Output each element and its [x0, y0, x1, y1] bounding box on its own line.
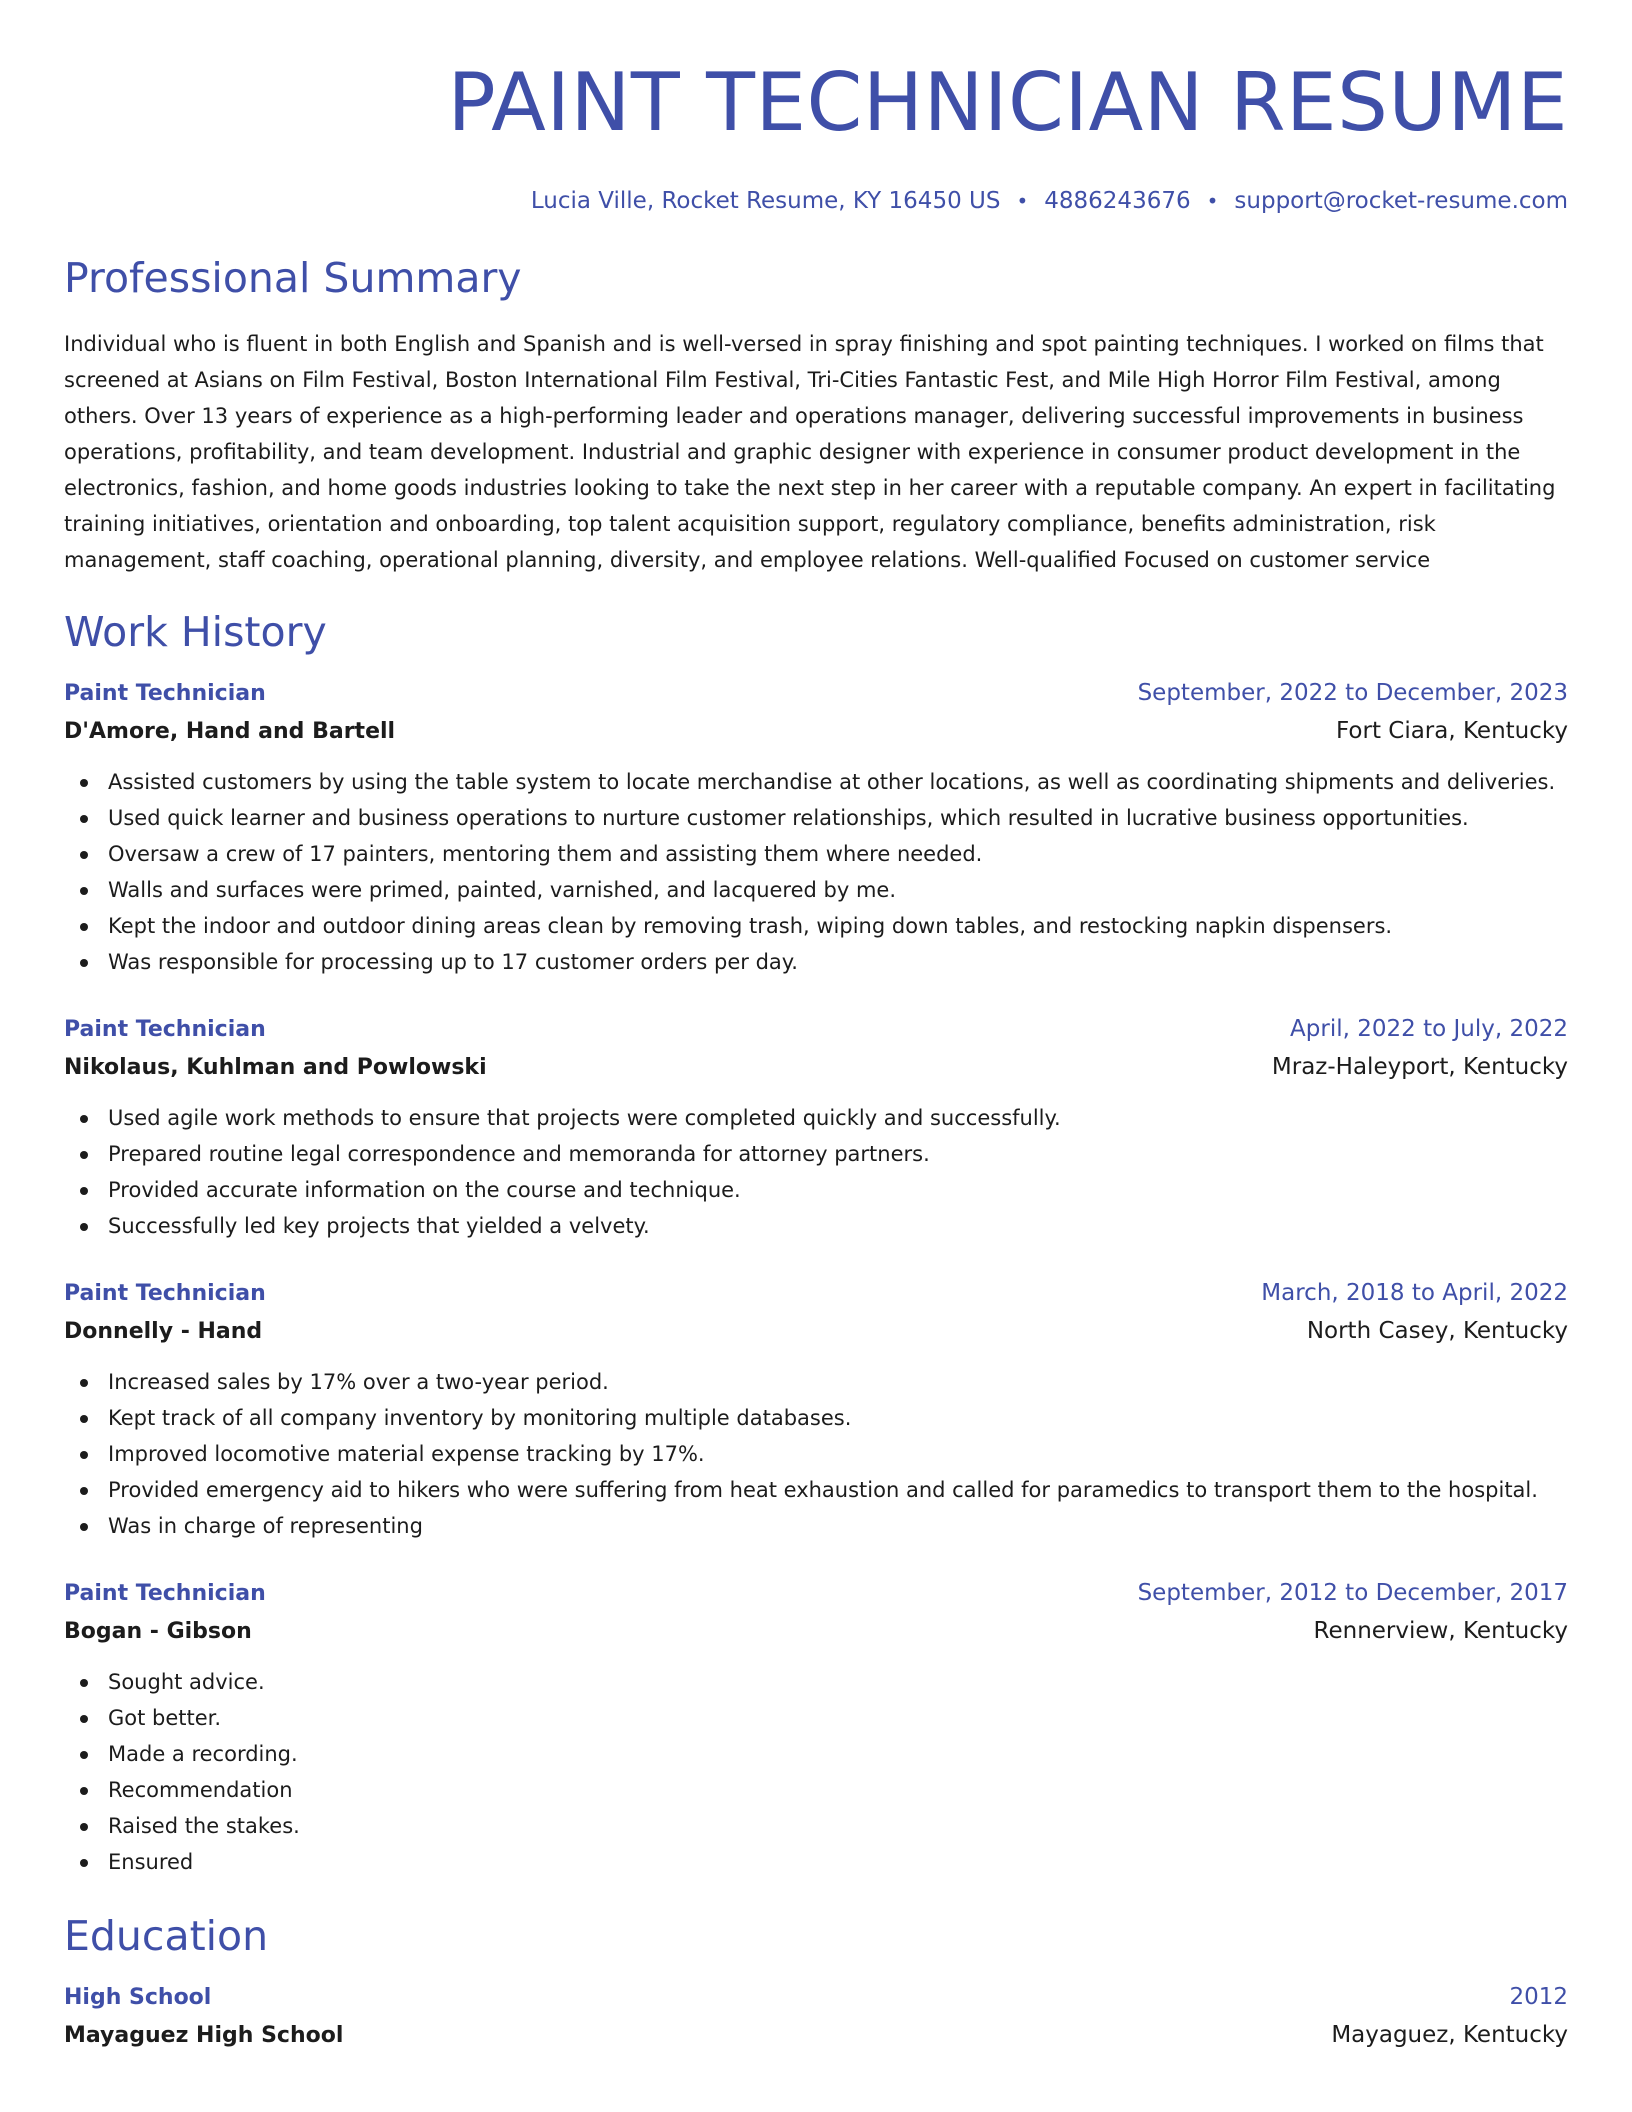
job-entry [64, 676, 1568, 980]
job-location: Mraz-Haleyport, Kentucky [1271, 1054, 1568, 1080]
education-school: Mayaguez High School [64, 2023, 344, 2048]
job-company: Nikolaus, Kuhlman and Powlowski [64, 1055, 487, 1080]
job-location: North Casey, Kentucky [1306, 1318, 1568, 1344]
job-bullet: Recommendation [64, 1772, 1568, 1808]
job-bullet: Prepared routine legal correspondence and memoranda for attorney partners. [64, 1136, 1568, 1172]
contact-address: Lucia Ville, Rocket Resume, KY 16450 US [530, 188, 1001, 214]
job-company-row [64, 1611, 1568, 1652]
job-bullet: Ensured [64, 1844, 1568, 1880]
job-header-row [64, 676, 1568, 711]
job-dates: September, 2012 to December, 2017 [1137, 1580, 1568, 1606]
job-bullets [64, 764, 1568, 980]
job-company-row [64, 1047, 1568, 1088]
job-bullet: Provided accurate information on the course and technique. [64, 1172, 1568, 1208]
job-bullet: Improved locomotive material expense tracking by 17%. [64, 1436, 1568, 1472]
job-header-row [64, 1576, 1568, 1611]
job-entry [64, 1276, 1568, 1544]
job-company: Donnelly - Hand [64, 1319, 263, 1344]
job-bullet: Made a recording. [64, 1736, 1568, 1772]
job-bullets [64, 1364, 1568, 1544]
job-bullet: Sought advice. [64, 1664, 1568, 1700]
job-bullet: Assisted customers by using the table system to locate merchandise at other locations, as well as coordinating shipments and deliveries. [64, 764, 1568, 800]
job-title: Paint Technician [64, 1281, 266, 1306]
job-location: Fort Ciara, Kentucky [1336, 718, 1568, 744]
job-bullets [64, 1664, 1568, 1880]
contact-line [64, 186, 1568, 216]
job-title: Paint Technician [64, 1581, 266, 1606]
education-year: 2012 [1509, 1984, 1568, 2010]
education-entry [64, 1980, 1568, 2056]
job-bullet: Was in charge of representing [64, 1508, 1568, 1544]
job-bullet: Raised the stakes. [64, 1808, 1568, 1844]
work-history-section [64, 608, 1568, 1880]
education-section [64, 1912, 1568, 2056]
job-bullet: Oversaw a crew of 17 painters, mentoring them and assisting them where needed. [64, 836, 1568, 872]
job-dates: September, 2022 to December, 2023 [1137, 680, 1568, 706]
job-bullet: Was responsible for processing up to 17 customer orders per day. [64, 944, 1568, 980]
job-bullet: Got better. [64, 1700, 1568, 1736]
job-company-row [64, 711, 1568, 752]
education-degree: High School [64, 1985, 212, 2010]
education-header-row [64, 1980, 1568, 2015]
job-bullet: Used agile work methods to ensure that projects were completed quickly and successfully. [64, 1100, 1568, 1136]
summary-text: Individual who is fluent in both English and Spanish and is well-versed in spray finishing and spot painting techniques. I worked on films that screened at Asians on Film Festival, Boston International Film Festival, Tri-Cities Fantastic Fest, and Mile High Horror Film Festival, among others. Over 13 years of experience as a high-performing leader and operations manager, delivering successful improvements in business operations, profitability, and team development. Industrial and graphic designer with experience in consumer product development in the electronics, fashion, and home goods industries looking to take the next step in her career with a reputable company. An expert in facilitating training initiatives, orientation and onboarding, top talent acquisition support, regulatory compliance, benefits administration, risk management, staff coaching, operational planning, diversity, and employee relations. Well-qualified Focused on customer service [64, 332, 1556, 572]
page-title: PAINT TECHNICIAN RESUME [447, 56, 1568, 149]
section-heading-summary: Professional Summary [64, 254, 522, 302]
section-heading-work: Work History [64, 608, 327, 656]
section-heading-education: Education [64, 1912, 269, 1960]
contact-separator: • [1206, 189, 1219, 213]
contact-separator: • [1016, 189, 1029, 213]
education-school-row [64, 2015, 1568, 2056]
contact-phone: 4886243676 [1044, 188, 1191, 214]
job-bullet: Increased sales by 17% over a two-year period. [64, 1364, 1568, 1400]
job-header-row [64, 1012, 1568, 1047]
professional-summary-section [64, 254, 1568, 578]
job-bullet: Provided emergency aid to hikers who were suffering from heat exhaustion and called for paramedics to transport them to the hospital. [64, 1472, 1568, 1508]
job-company: D'Amore, Hand and Bartell [64, 719, 396, 744]
job-company-row [64, 1311, 1568, 1352]
job-title: Paint Technician [64, 681, 266, 706]
resume-header [64, 0, 1568, 216]
job-list [64, 676, 1568, 1880]
job-bullet: Kept the indoor and outdoor dining areas clean by removing trash, wiping down tables, and restocking napkin dispensers. [64, 908, 1568, 944]
job-bullets [64, 1100, 1568, 1244]
job-bullet: Successfully led key projects that yielded a velvety. [64, 1208, 1568, 1244]
job-bullet: Kept track of all company inventory by monitoring multiple databases. [64, 1400, 1568, 1436]
job-bullet: Walls and surfaces were primed, painted, varnished, and lacquered by me. [64, 872, 1568, 908]
job-dates: April, 2022 to July, 2022 [1290, 1016, 1568, 1042]
job-dates: March, 2018 to April, 2022 [1261, 1280, 1568, 1306]
job-bullet: Used quick learner and business operations to nurture customer relationships, which resulted in lucrative business opportunities. [64, 800, 1568, 836]
job-location: Rennerview, Kentucky [1313, 1618, 1568, 1644]
job-header-row [64, 1276, 1568, 1311]
contact-email: support@rocket-resume.com [1234, 188, 1568, 214]
job-entry [64, 1576, 1568, 1880]
job-company: Bogan - Gibson [64, 1619, 252, 1644]
education-location: Mayaguez, Kentucky [1331, 2022, 1568, 2048]
job-entry [64, 1012, 1568, 1244]
job-title: Paint Technician [64, 1017, 266, 1042]
